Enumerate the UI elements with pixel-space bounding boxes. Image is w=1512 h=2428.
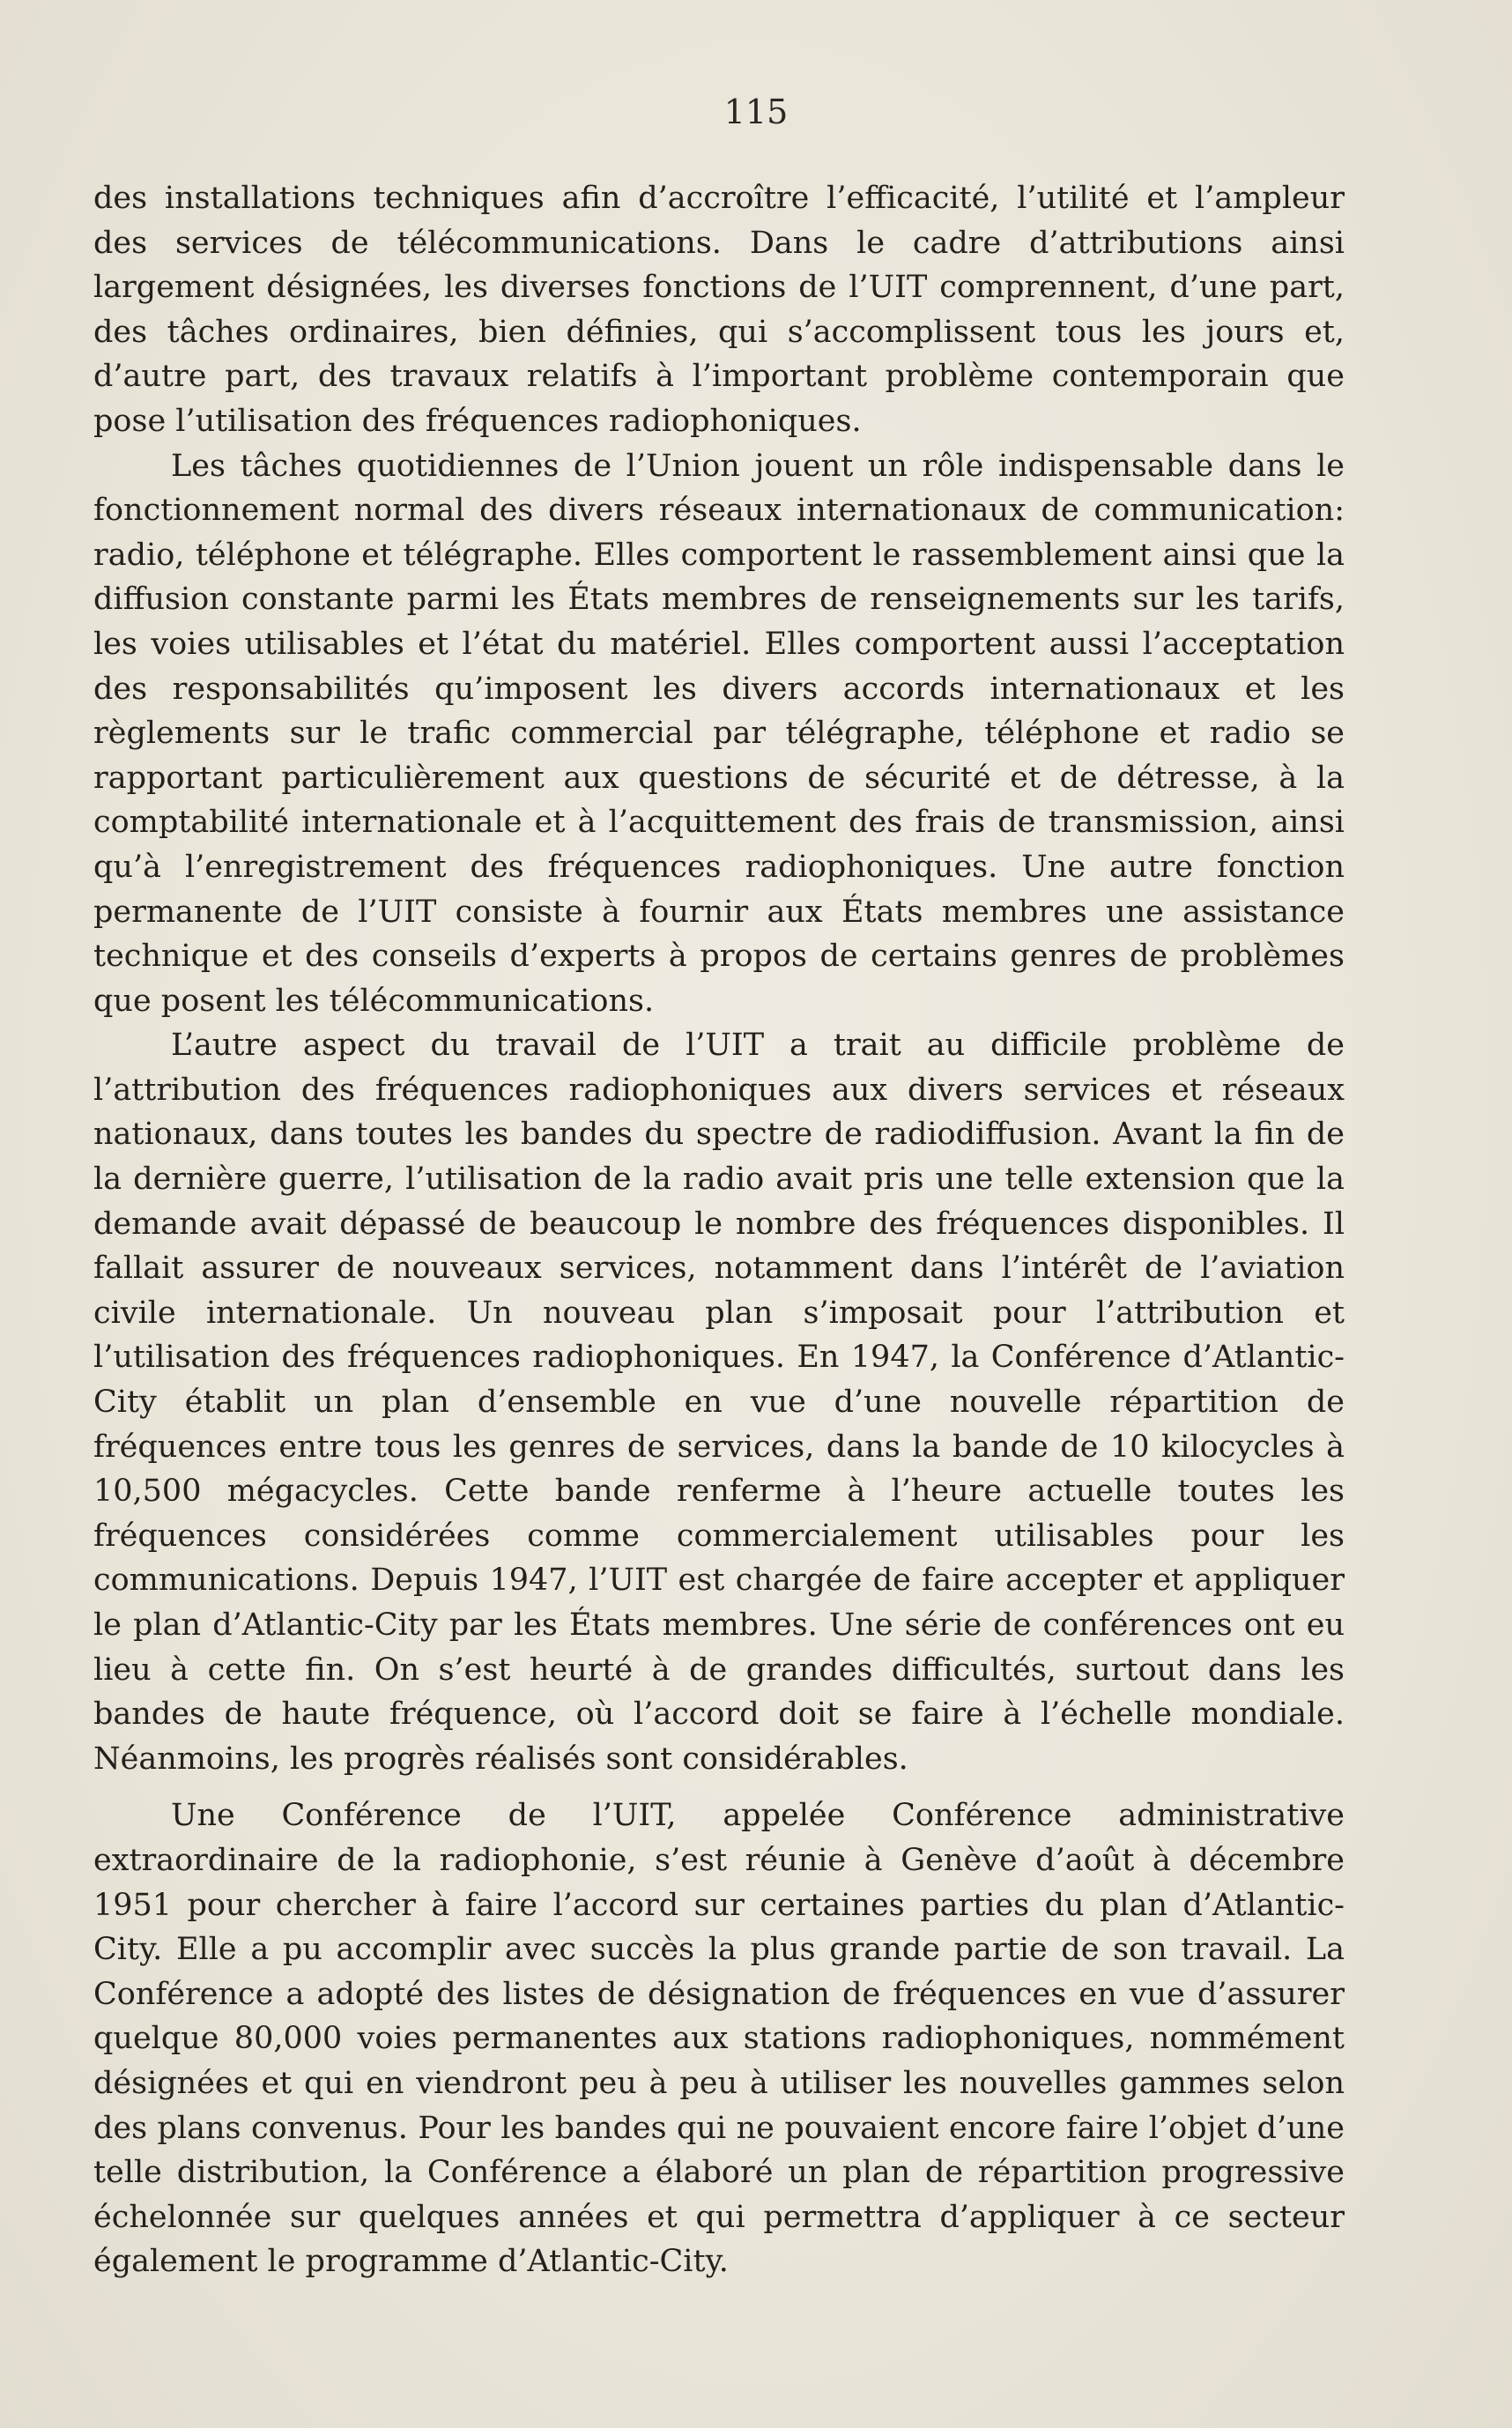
paragraph-1: des installations techniques afin d’accroître l’efficacité, l’utilité et l’ampleur des services de télécommunications. Dans le cadre d’attributions ainsi largement désignées, les diverses fonctions de l’UIT comprennent, d’une part, des tâches ordinaires, bien définies, qui s’accomplissent tous les jours et, d’autre part, des travaux relatifs à l’important problème contemporain que pose l’utilisation des fréquences radiophoniques. — [93, 181, 1345, 439]
body-text — [93, 176, 1345, 2284]
paragraph-4: Une Conférence de l’UIT, appelée Conférence administrative extraordinaire de la radiophonie, s’est réunie à Genève d’août à décembre 1951 pour chercher à faire l’accord sur certaines parties du plan d’Atlantic-City. Elle a pu accomplir avec succès la plus grande partie de son travail. La Conférence a adopté des listes de désignation de fréquences en vue d’assurer quelque 80,000 voies permanentes aux stations radiophoniques, nommément désignées et qui en viendront peu à peu à utiliser les nouvelles gammes selon des plans convenus. Pour les bandes qui ne pouvaient encore faire l’objet d’une telle distribution, la Conférence a élaboré un plan de répartition progressive échelonnée sur quelques années et qui permettra d’appliquer à ce secteur également le programme d’Atlantic-City. — [93, 1798, 1345, 2280]
page-number: 115 — [723, 93, 789, 131]
paragraph-2: Les tâches quotidiennes de l’Union jouent un rôle indispensable dans le fonctionnement normal des divers réseaux internationaux de communication: radio, téléphone et télégraphe. Elles comportent le rassemblement ainsi que la diffusion constante parmi les États membres de renseignements sur les tarifs, les voies utilisables et l’état du matériel. Elles comportent aussi l’acceptation des responsabilités qu’imposent les divers accords internationaux et les règlements sur le trafic commercial par télégraphe, téléphone et radio se rapportant particulièrement aux questions de sécurité et de détresse, à la comptabilité internationale et à l’acquittement des frais de transmission, ainsi qu’à l’enregistrement des fréquences radiophoniques. Une autre fonction permanente de l’UIT consiste à fournir aux États membres une assistance technique et des conseils d’experts à propos de certains genres de problèmes que posent les télécommunications. — [93, 448, 1345, 1019]
paragraph-3: L’autre aspect du travail de l’UIT a trait au difficile problème de l’attribution des fréquences radiophoniques aux divers services et réseaux nationaux, dans toutes les bandes du spectre de radiodiffusion. Avant la fin de la dernière guerre, l’utilisation de la radio avait pris une telle extension que la demande avait dépassé de beaucoup le nombre des fréquences disponibles. Il fallait assurer de nouveaux services, notamment dans l’intérêt de l’aviation civile internationale. Un nouveau plan s’imposait pour l’attribution et l’utilisation des fréquences radiophoniques. En 1947, la Conférence d’Atlantic-City établit un plan d’ensemble en vue d’une nouvelle répartition de fréquences entre tous les genres de services, dans la bande de 10 kilocycles à 10,500 mégacycles. Cette bande renferme à l’heure actuelle toutes les fréquences considérées comme commercialement utilisables pour les communications. Depuis 1947, l’UIT est chargée de faire accepter et appliquer le plan d’Atlantic-City par les États membres. Une série de conférences ont eu lieu à cette fin. On s’est heurté à de grandes difficultés, surtout dans les bandes de haute fréquence, où l’accord doit se faire à l’échelle mondiale. Néanmoins, les progrès réalisés sont considérables. — [93, 1028, 1345, 1777]
